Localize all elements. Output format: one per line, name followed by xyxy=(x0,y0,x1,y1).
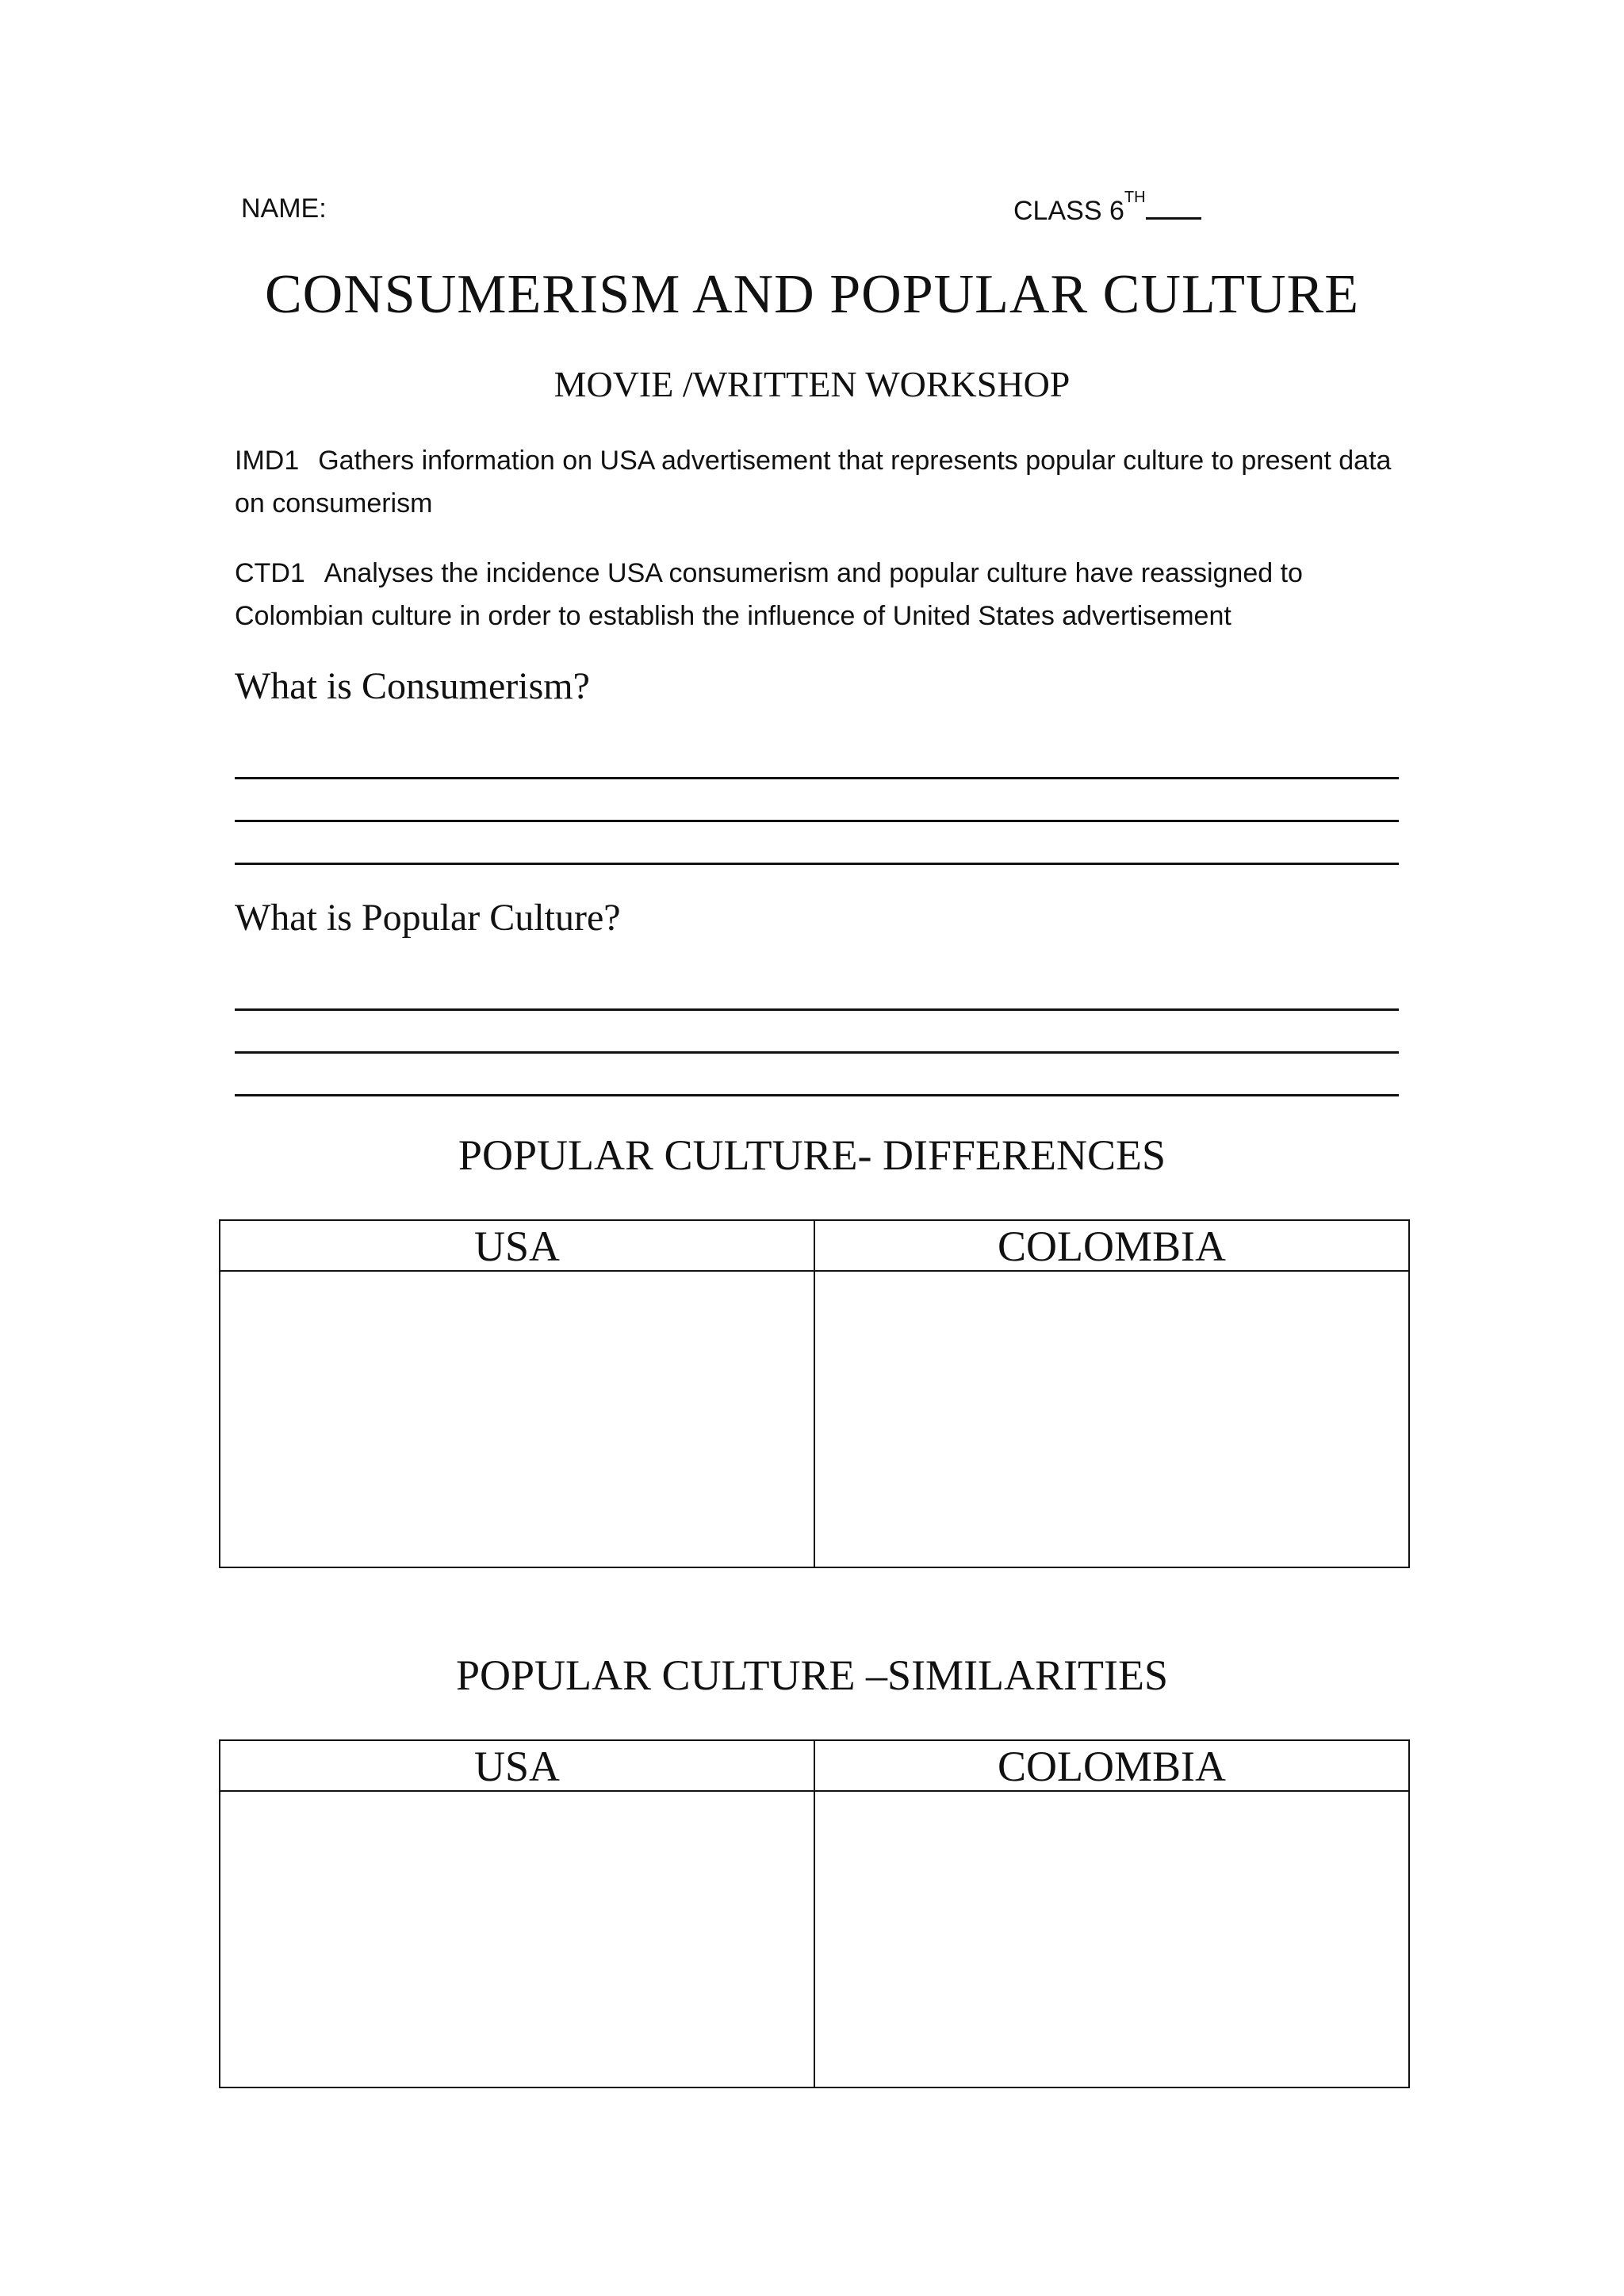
similarities-usa-cell[interactable] xyxy=(220,1792,814,2087)
column-header-colombia: COLOMBIA xyxy=(815,1221,1408,1272)
header-row xyxy=(241,189,1193,233)
question-consumerism: What is Consumerism? xyxy=(235,665,590,707)
similarities-usa-column xyxy=(220,1741,815,2087)
worksheet-subtitle: MOVIE /WRITTEN WORKSHOP xyxy=(553,364,1071,404)
differences-colombia-cell[interactable] xyxy=(815,1272,1408,1567)
question-popular-culture: What is Popular Culture? xyxy=(235,897,621,939)
differences-table xyxy=(219,1219,1410,1568)
similarities-colombia-column xyxy=(815,1741,1408,2087)
similarities-colombia-cell[interactable] xyxy=(815,1792,1408,2087)
column-header-usa: USA xyxy=(220,1741,814,1792)
similarities-table xyxy=(219,1739,1410,2088)
class-blank-line[interactable] xyxy=(1146,193,1201,220)
differences-usa-column xyxy=(220,1221,815,1567)
differences-colombia-column xyxy=(815,1221,1408,1567)
class-label-text: CLASS 6 xyxy=(1013,196,1124,226)
objective-imd1 xyxy=(235,439,1408,525)
answer-line[interactable] xyxy=(235,1094,1399,1096)
objective-text: Gathers information on USA advertisement that represents popular culture to present data on consumerism xyxy=(235,446,1392,519)
column-header-colombia: COLOMBIA xyxy=(815,1741,1408,1792)
answer-line[interactable] xyxy=(235,1051,1399,1054)
class-superscript: TH xyxy=(1124,189,1146,206)
differences-title: POPULAR CULTURE- DIFFERENCES xyxy=(458,1131,1166,1179)
answer-line[interactable] xyxy=(235,820,1399,822)
answer-line[interactable] xyxy=(235,1008,1399,1011)
answer-line[interactable] xyxy=(235,777,1399,779)
objective-text: Analyses the incidence USA consumerism and popular culture have reassigned to Colombian culture in order to establish the influence of United States advertisement xyxy=(235,558,1303,631)
objective-code: IMD1 xyxy=(235,446,300,476)
objective-ctd1 xyxy=(235,552,1408,637)
column-header-usa: USA xyxy=(220,1221,814,1272)
differences-usa-cell[interactable] xyxy=(220,1272,814,1567)
objective-code: CTD1 xyxy=(235,558,305,588)
class-label xyxy=(1013,189,1201,227)
answer-line[interactable] xyxy=(235,863,1399,865)
similarities-title: POPULAR CULTURE –SIMILARITIES xyxy=(455,1651,1169,1699)
worksheet-title: CONSUMERISM AND POPULAR CULTURE xyxy=(264,264,1360,325)
name-label: NAME: xyxy=(241,193,327,224)
